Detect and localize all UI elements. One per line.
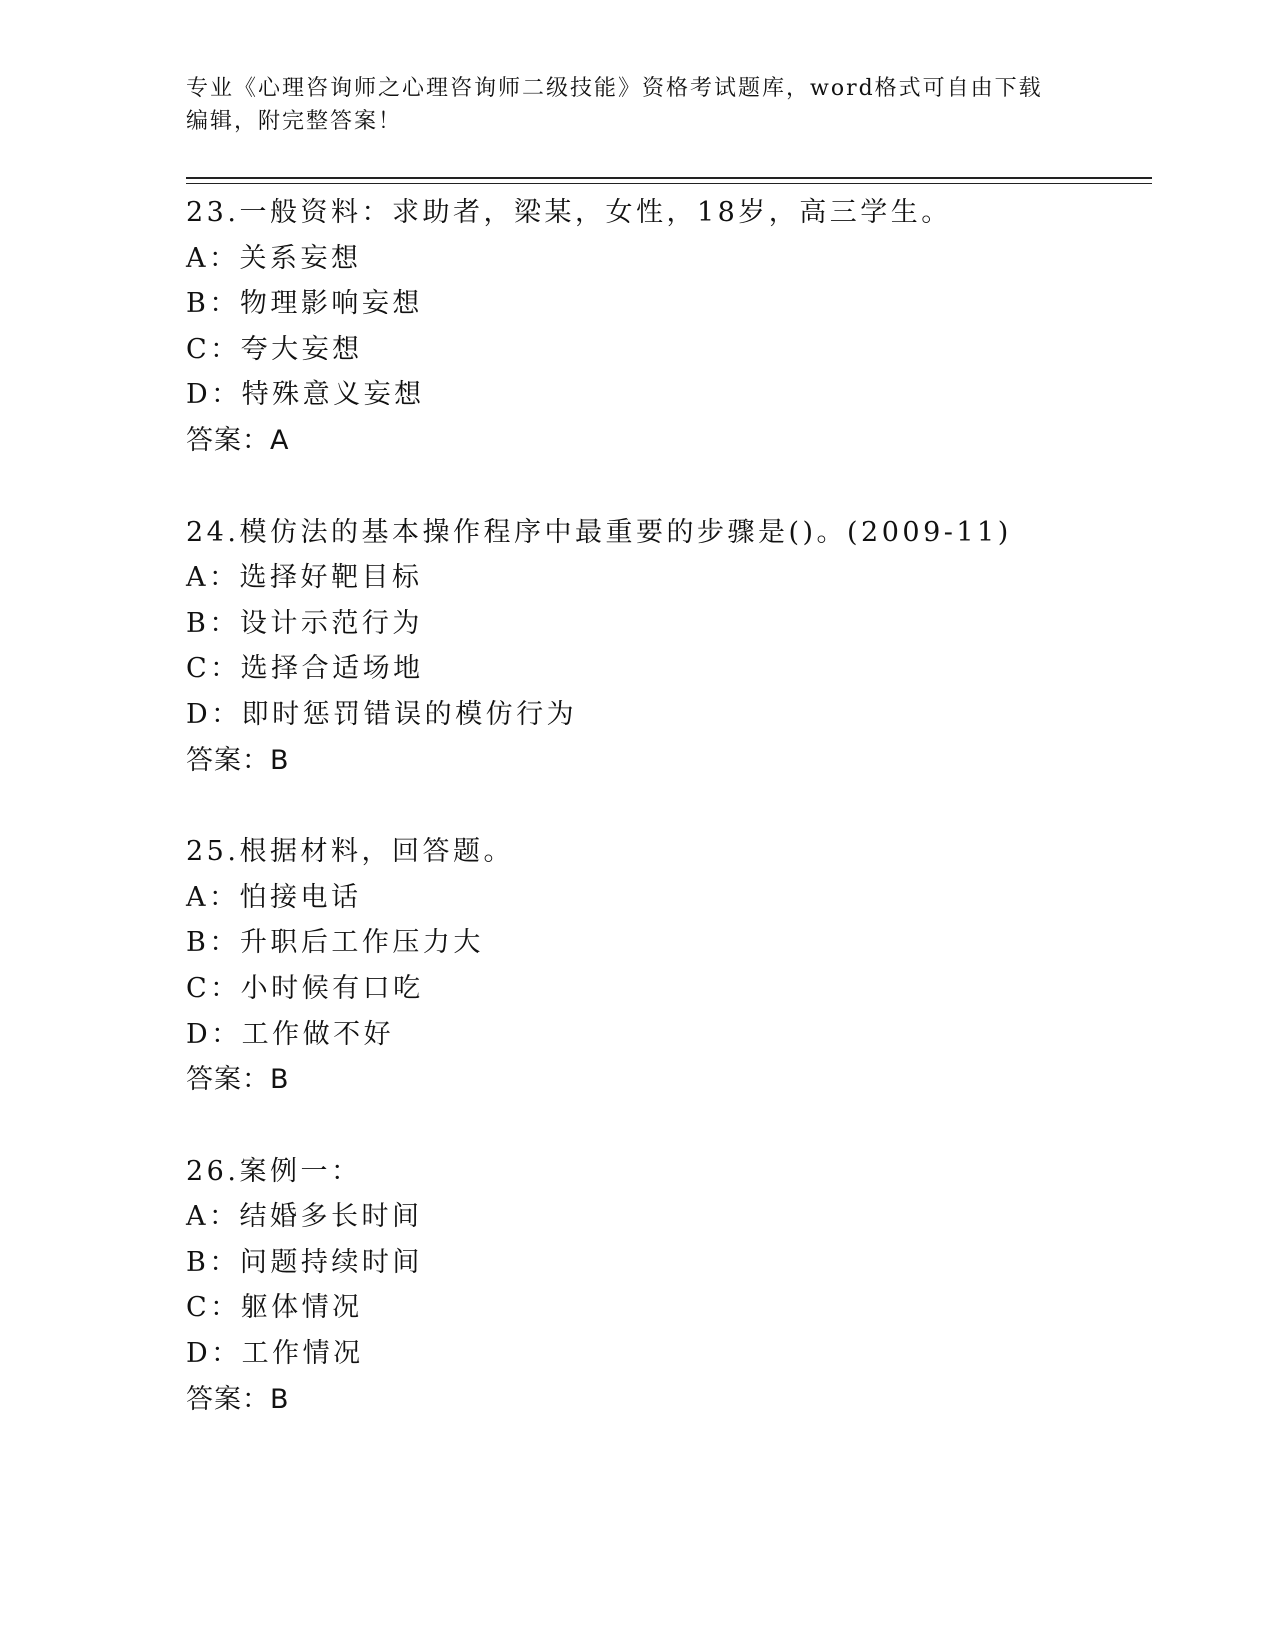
option-c: C：夸大妄想 (186, 333, 363, 365)
answer-line: 答案：A (186, 424, 290, 456)
option-d: D：工作做不好 (186, 1018, 395, 1050)
answer-line: 答案：B (186, 1383, 290, 1415)
option-d: D：特殊意义妄想 (186, 379, 425, 411)
option-a: A：关系妄想 (186, 242, 362, 274)
question-23 (186, 190, 1152, 464)
answer-line: 答案：B (186, 744, 290, 776)
option-a: A：结婚多长时间 (186, 1201, 423, 1233)
header-divider-thick (186, 177, 1152, 179)
question-list (186, 190, 1152, 1468)
option-b: B：问题持续时间 (186, 1246, 423, 1278)
question-stem: 23.一般资料：求助者，梁某，女性，18岁，高三学生。 (186, 197, 952, 228)
option-c: C：小时候有口吃 (186, 972, 424, 1004)
question-stem: 25.根据材料，回答题。 (186, 836, 514, 868)
answer-line: 答案：B (186, 1064, 290, 1096)
option-b: B：升职后工作压力大 (186, 927, 484, 959)
option-a: A：选择好靶目标 (186, 562, 423, 594)
question-stem: 24.模仿法的基本操作程序中最重要的步骤是()。(2009-11) (186, 516, 1012, 548)
option-c: C：躯体情况 (186, 1292, 363, 1324)
header-line-2: 编辑，附完整答案！ (186, 109, 403, 134)
question-26 (186, 1149, 1152, 1423)
question-stem: 26.案例一： (186, 1155, 362, 1187)
option-d: D：工作情况 (186, 1338, 364, 1370)
option-d: D：即时惩罚错误的模仿行为 (186, 698, 578, 730)
header-divider-thin (186, 183, 1152, 184)
question-24 (186, 510, 1152, 784)
option-c: C：选择合适场地 (186, 653, 424, 685)
option-b: B：物理影响妄想 (186, 288, 423, 320)
option-b: B：设计示范行为 (186, 607, 423, 639)
header-line-1: 专业《心理咨询师之心理咨询师二级技能》资格考试题库，word格式可自由下载 (186, 76, 1043, 101)
question-25 (186, 829, 1152, 1103)
option-a: A：怕接电话 (186, 881, 362, 913)
document-header (186, 72, 1086, 138)
